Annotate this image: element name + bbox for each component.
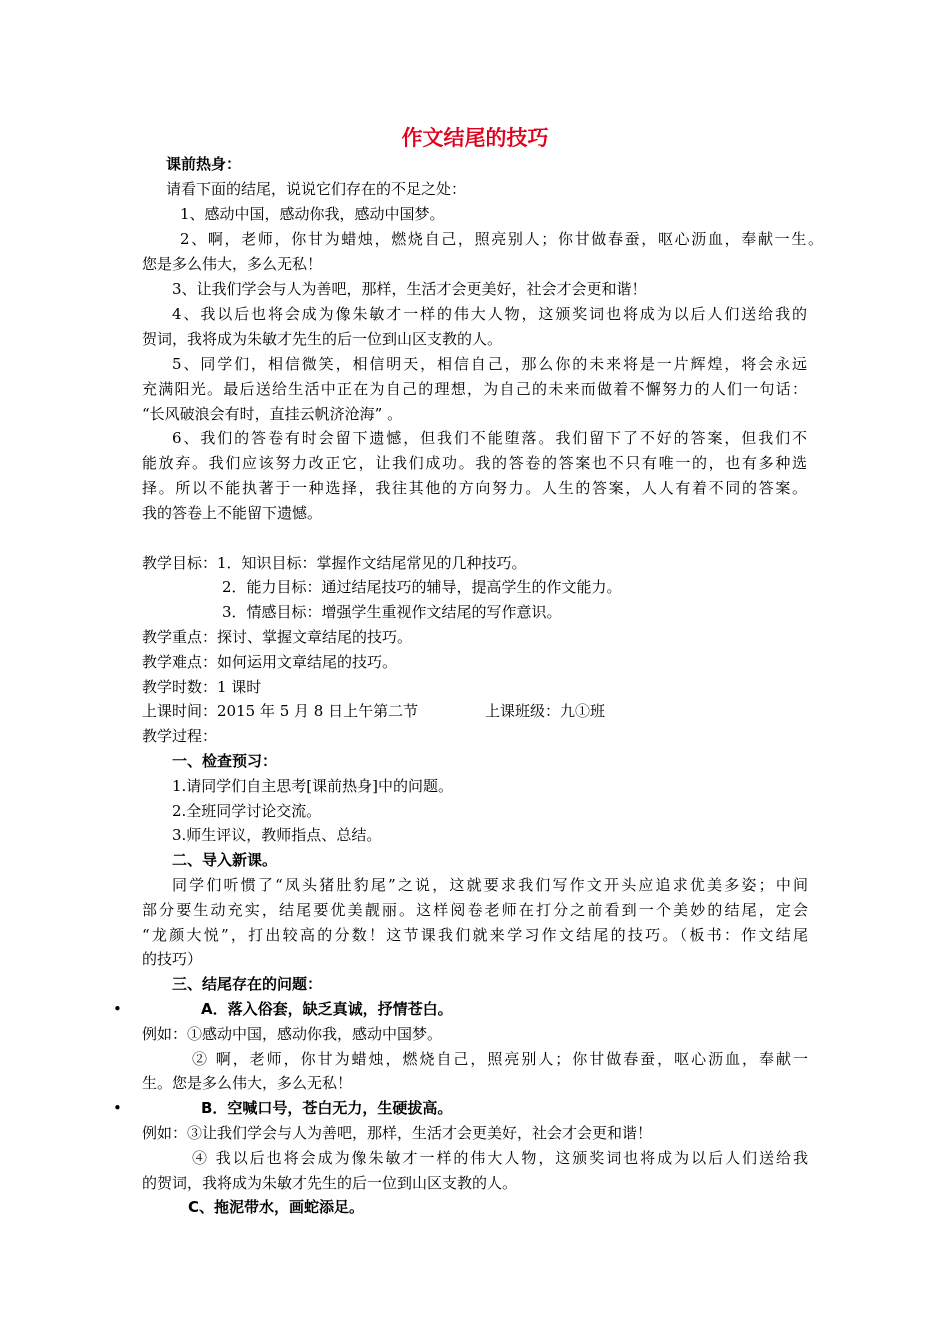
- problem-b-example-2-line-2: 的贺词，我将成为朱敏才先生的后一位到山区支教的人。: [142, 1174, 518, 1192]
- warmup-item-6-line-1: 6、我们的答卷有时会留下遗憾，但我们不能堕落。我们留下了不好的答案，但我们不: [172, 429, 807, 447]
- intro-line-3: “龙颜大悦”，打出较高的分数！这节课我们就来学习作文结尾的技巧。（板书：作文结尾: [142, 926, 808, 944]
- preview-step-3: 3.师生评议，教师指点、总结。: [172, 826, 382, 844]
- section-heading-intro: 二、导入新课。: [172, 851, 278, 869]
- problem-a-example-2-line-2: 生。您是多么伟大，多么无私！: [142, 1074, 353, 1092]
- warmup-intro: 请看下面的结尾，说说它们存在的不足之处：: [166, 180, 467, 198]
- preview-step-1: 1.请同学们自主思考[课前热身]中的问题。: [172, 777, 454, 795]
- problem-b-example-2-line-1: ④ 我以后也将会成为像朱敏才一样的伟大人物，这颁奖词也将成为以后人们送给我: [192, 1149, 808, 1167]
- intro-line-2: 部分要生动充实，结尾要优美靓丽。这样阅卷老师在打分之前看到一个美妙的结尾，定会: [142, 901, 808, 919]
- class-time: 上课时间：2015 年 5 月 8 日上午第二节: [142, 702, 419, 720]
- class-name: 上课班级：九①班: [485, 702, 606, 720]
- warmup-item-2-line-1: 2、啊，老师，你甘为蜡烛，燃烧自己，照亮别人；你甘做春蚕，呕心沥血，奉献一生。: [180, 230, 823, 248]
- page-title: 作文结尾的技巧: [401, 126, 549, 150]
- goal-3: 3．情感目标：增强学生重视作文结尾的写作意识。: [222, 603, 562, 621]
- intro-line-4: 的技巧）: [142, 950, 203, 968]
- warmup-item-4-line-2: 贺词，我将成为朱敏才先生的后一位到山区支教的人。: [142, 330, 503, 348]
- process-label: 教学过程：: [142, 727, 218, 745]
- class-hours: 教学时数：1 课时: [142, 678, 262, 696]
- problem-a-example-1: 例如：①感动中国，感动你我，感动中国梦。: [142, 1025, 443, 1043]
- section-heading-warmup: 课前热身：: [166, 155, 242, 173]
- warmup-item-5-line-1: 5、同学们，相信微笑，相信明天，相信自己，那么你的未来将是一片辉煌，将会永远: [172, 355, 807, 373]
- difficulty: 教学难点：如何运用文章结尾的技巧。: [142, 653, 398, 671]
- warmup-item-3: 3、让我们学会与人为善吧，那样，生活才会更美好，社会才会更和谐！: [172, 280, 647, 298]
- goal-1: 教学目标：1．知识目标：掌握作文结尾常见的几种技巧。: [142, 554, 527, 572]
- bullet-b: •: [113, 1099, 122, 1117]
- problem-b-example-1: 例如：③让我们学会与人为善吧，那样，生活才会更美好，社会才会更和谐！: [142, 1124, 653, 1142]
- warmup-item-1: 1、感动中国，感动你我，感动中国梦。: [180, 205, 445, 223]
- intro-line-1: 同学们听惯了“凤头猪肚豹尾”之说，这就要求我们写作文开头应追求优美多姿；中间: [172, 876, 808, 894]
- problem-b-title: B．空喊口号，苍白无力，生硬拔高。: [201, 1099, 453, 1117]
- warmup-item-5-line-2: 充满阳光。最后送给生活中正在为自己的理想，为自己的未来而做着不懈努力的人们一句话：: [142, 380, 807, 398]
- goal-2: 2．能力目标：通过结尾技巧的辅导，提高学生的作文能力。: [222, 578, 622, 596]
- warmup-item-2-line-2: 您是多么伟大，多么无私！: [142, 255, 323, 273]
- section-heading-preview: 一、检查预习：: [172, 752, 278, 770]
- problem-c-title: C、拖泥带水，画蛇添足。: [188, 1198, 365, 1216]
- key-point: 教学重点：探讨、掌握文章结尾的技巧。: [142, 628, 413, 646]
- warmup-item-6-line-3: 择。所以不能执著于一种选择，我往其他的方向努力。人生的答案，人人有着不同的答案。: [142, 479, 807, 497]
- warmup-item-4-line-1: 4、我以后也将会成为像朱敏才一样的伟大人物，这颁奖词也将成为以后人们送给我的: [172, 305, 807, 323]
- warmup-item-6-line-2: 能放弃。我们应该努力改正它，让我们成功。我的答卷的答案也不只有唯一的，也有多种选: [142, 454, 807, 472]
- section-heading-problems: 三、结尾存在的问题：: [172, 975, 323, 993]
- warmup-item-6-line-4: 我的答卷上不能留下遗憾。: [142, 504, 323, 522]
- warmup-item-5-line-3: “长风破浪会有时，直挂云帆济沧海” 。: [142, 405, 403, 423]
- preview-step-2: 2.全班同学讨论交流。: [172, 802, 322, 820]
- problem-a-example-2-line-1: ② 啊，老师，你甘为蜡烛，燃烧自己，照亮别人；你甘做春蚕，呕心沥血，奉献一: [192, 1050, 808, 1068]
- bullet-a: •: [113, 1000, 122, 1018]
- problem-a-title: A．落入俗套，缺乏真诚，抒情苍白。: [201, 1000, 453, 1018]
